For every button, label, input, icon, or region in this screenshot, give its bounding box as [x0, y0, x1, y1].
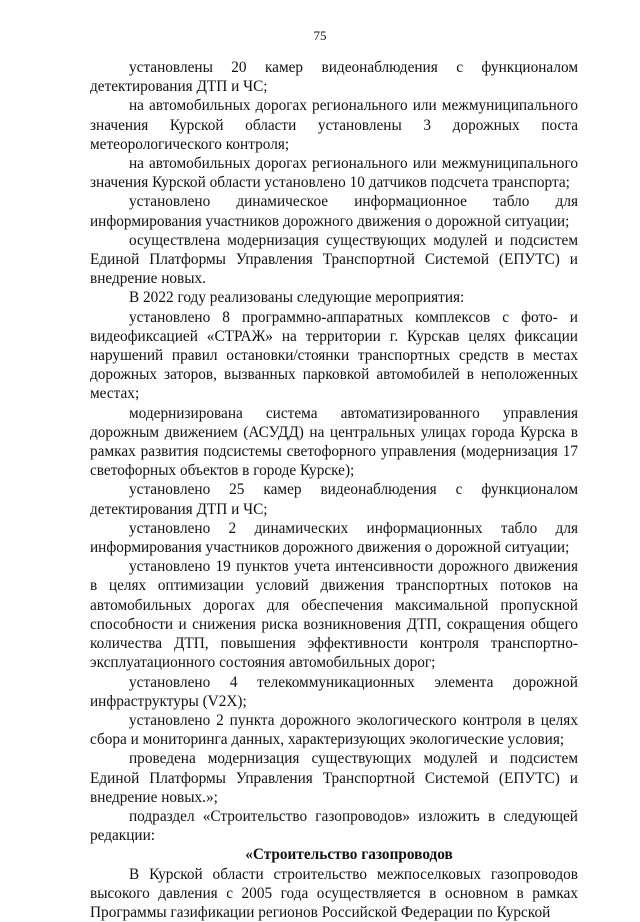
paragraph: установлено динамическое информационное табло для информирования участников дорожного движения о дорожной ситуации; — [90, 193, 578, 230]
page-number: 75 — [313, 28, 327, 43]
document-body — [90, 58, 578, 922]
paragraph: установлено 8 программно-аппаратных комплексов с фото- и видеофиксацией «СТРАЖ» на территории г. Курскав целях фиксации нарушений правил остановки/стоянки транспортных средств в местах дорожных заторов, вызванных парковкой автомобилей в неположенных местах; — [90, 308, 578, 403]
section-heading: «Строительство газопроводов — [245, 846, 453, 864]
paragraph: установлены 20 камер видеонаблюдения с функционалом детектирования ДТП и ЧС; — [90, 59, 578, 96]
paragraph: установлено 4 телекоммуникационных элемента дорожной инфраструктуры (V2X); — [90, 673, 578, 710]
paragraph: В 2022 году реализованы следующие мероприятия: — [129, 289, 465, 307]
paragraph: установлено 2 динамических информационных табло для информирования участников дорожного движения о дорожной ситуации; — [90, 519, 578, 557]
paragraph: проведена модернизация существующих модулей и подсистем Единой Платформы Управления Транспортной Системой (ЕПУТС) и внедрение новых.»; — [90, 750, 578, 806]
paragraph: на автомобильных дорогах регионального или межмуниципального значения Курской области установлены 3 дорожных поста метеорологического контроля; — [90, 97, 578, 153]
paragraph: модернизирована система автоматизированного управления дорожным движением (АСУДД) на центральных улицах города Курска в рамках развития подсистемы светофорного управления (модернизация 17 светофорных объектов в городе Курске); — [90, 404, 578, 480]
paragraph: установлено 19 пунктов учета интенсивности дорожного движения в целях оптимизации условий движения транспортных потоков на автомобильных дорогах для обеспечения максимальной пропускной способности и снижения риска возникновения ДТП, сокращения общего количества ДТП, повышения эффективности контроля транспортно-эксплуатационного состояния автомобильных дорог; — [90, 558, 578, 672]
paragraph: подраздел «Строительство газопроводов» изложить в следующей редакции: — [90, 807, 578, 845]
paragraph: В Курской области строительство межпоселковых газопроводов высокого давления с 2005 года осуществляется в основном в рамках Программы газификации регионов Российской Федерации по Курской — [90, 865, 578, 921]
paragraph: на автомобильных дорогах регионального или межмуниципального значения Курской области установлено 10 датчиков подсчета транспорта; — [90, 155, 578, 192]
paragraph: осуществлена модернизация существующих модулей и подсистем Единой Платформы Управления Транспортной Системой (ЕПУТС) и внедрение новых. — [90, 231, 578, 288]
paragraph: установлено 25 камер видеонаблюдения с функционалом детектирования ДТП и ЧС; — [90, 481, 578, 518]
paragraph: установлено 2 пункта дорожного экологического контроля в целях сбора и мониторинга данных, характеризующих экологические условия; — [90, 711, 578, 749]
